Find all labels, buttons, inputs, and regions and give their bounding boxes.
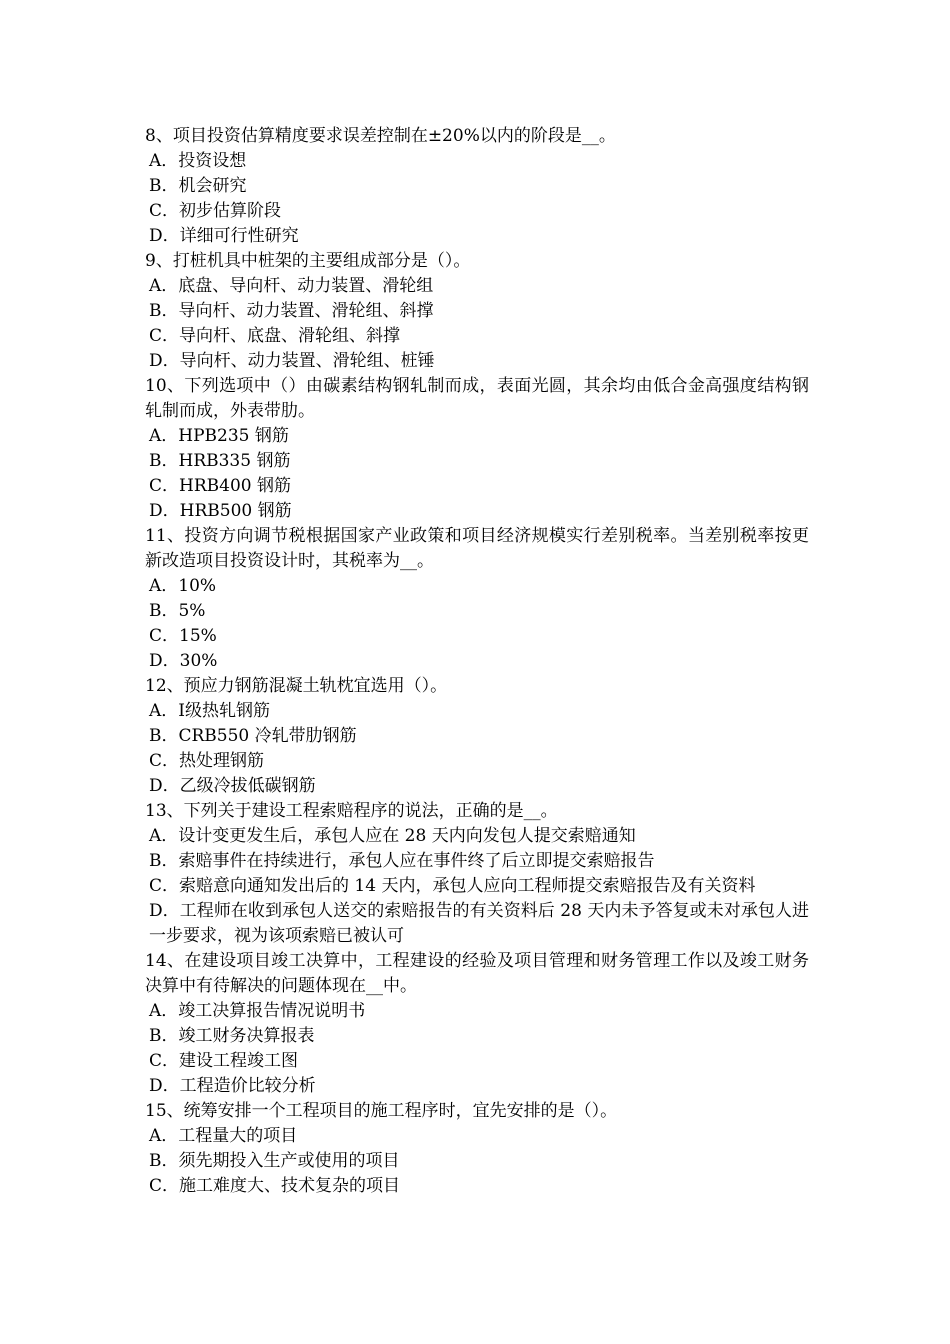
question-text: 9、打桩机具中桩架的主要组成部分是（）。	[145, 251, 471, 271]
option-a: A．竣工决算报告情况说明书	[149, 1001, 366, 1021]
option-c: C．热处理钢筋	[149, 751, 265, 771]
option-a: A．HPB235 钢筋	[149, 426, 289, 446]
option-b: B．索赔事件在持续进行，承包人应在事件终了后立即提交索赔报告	[149, 851, 655, 871]
question-text: 11、投资方向调节税根据国家产业政策和项目经济规模实行差别税率。当差别税率按更新改造项目投资设计时，其税率为__。	[145, 526, 809, 571]
option-c: C．15%	[149, 626, 217, 646]
option-a: A．工程量大的项目	[149, 1126, 298, 1146]
question-text: 15、统筹安排一个工程项目的施工程序时，宜先安排的是（）。	[145, 1101, 618, 1121]
option-b: B．竣工财务决算报表	[149, 1026, 315, 1046]
question-13	[145, 799, 809, 949]
option-c: C．索赔意向通知发出后的 14 天内，承包人应向工程师提交索赔报告及有关资料	[149, 876, 756, 896]
option-a: A．底盘、导向杆、动力装置、滑轮组	[149, 276, 434, 296]
option-b: B．CRB550 冷轧带肋钢筋	[149, 726, 357, 746]
question-9	[145, 249, 809, 374]
option-a: A．Ⅰ级热轧钢筋	[149, 701, 270, 721]
question-15	[145, 1099, 809, 1199]
option-b: B．须先期投入生产或使用的项目	[149, 1151, 400, 1171]
option-d: D．导向杆、动力装置、滑轮组、桩锤	[149, 351, 435, 371]
question-text: 13、下列关于建设工程索赔程序的说法，正确的是__。	[145, 801, 558, 821]
option-d: D．工程师在收到承包人送交的索赔报告的有关资料后 28 天内未予答复或未对承包人进一步要求，视为该项索赔已被认可	[149, 901, 809, 946]
option-a: A．设计变更发生后，承包人应在 28 天内向发包人提交索赔通知	[149, 826, 636, 846]
option-c: C．建设工程竣工图	[149, 1051, 299, 1071]
option-d: D．HRB500 钢筋	[149, 501, 292, 521]
question-list	[145, 124, 809, 1199]
question-text: 12、预应力钢筋混凝土轨枕宜选用（）。	[145, 676, 448, 696]
option-b: B．5%	[149, 601, 206, 621]
question-10	[145, 374, 809, 524]
option-b: B．导向杆、动力装置、滑轮组、斜撑	[149, 301, 434, 321]
question-11	[145, 524, 809, 674]
option-d: D．30%	[149, 651, 218, 671]
option-b: B．HRB335 钢筋	[149, 451, 291, 471]
option-c: C．施工难度大、技术复杂的项目	[149, 1176, 401, 1196]
option-b: B．机会研究	[149, 176, 247, 196]
question-text: 14、在建设项目竣工决算中，工程建设的经验及项目管理和财务管理工作以及竣工财务决算中有待解决的问题体现在__中。	[145, 951, 809, 996]
option-a: A．10%	[149, 576, 217, 596]
option-c: C．初步估算阶段	[149, 201, 282, 221]
option-d: D．乙级冷拔低碳钢筋	[149, 776, 316, 796]
question-text: 8、项目投资估算精度要求误差控制在±20%以内的阶段是__。	[145, 126, 616, 146]
option-a: A．投资设想	[149, 151, 247, 171]
question-12	[145, 674, 809, 799]
question-text: 10、下列选项中（）由碳素结构钢轧制而成，表面光圆，其余均由低合金高强度结构钢轧制而成，外表带肋。	[145, 376, 809, 421]
question-14	[145, 949, 809, 1099]
option-c: C．导向杆、底盘、滑轮组、斜撑	[149, 326, 401, 346]
question-8	[145, 124, 809, 249]
option-d: D．详细可行性研究	[149, 226, 299, 246]
option-d: D．工程造价比较分析	[149, 1076, 316, 1096]
option-c: C．HRB400 钢筋	[149, 476, 291, 496]
